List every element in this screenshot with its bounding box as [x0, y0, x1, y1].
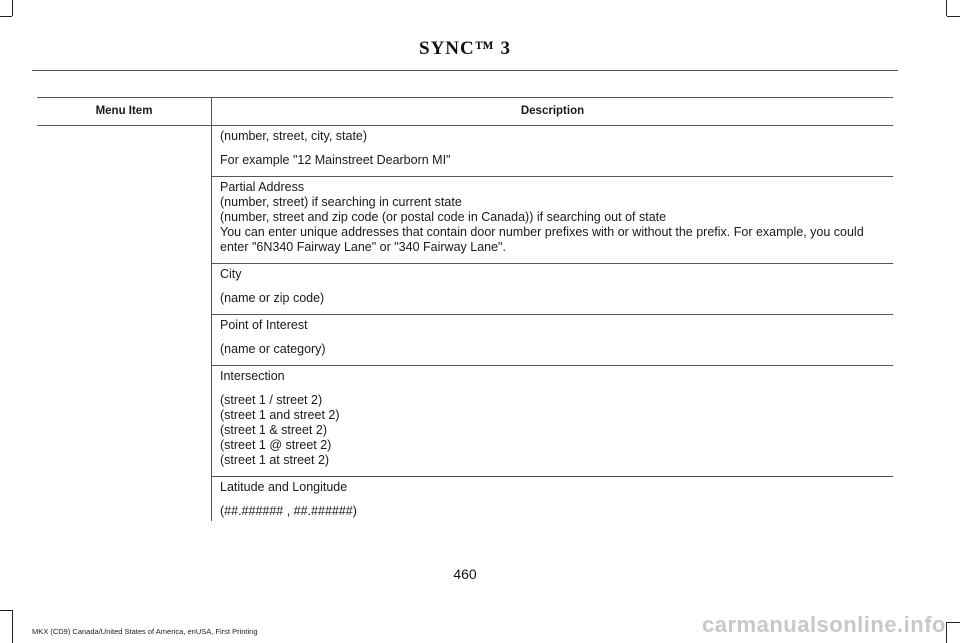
description-text: (name or category) [220, 342, 326, 356]
menu-item-cell [37, 126, 212, 522]
menu-table [37, 97, 893, 521]
crop-mark [0, 610, 12, 611]
description-text: For example "12 Mainstreet Dearborn MI" [220, 153, 451, 167]
description-text: City [220, 267, 242, 281]
description-entry [212, 264, 893, 315]
crop-mark [947, 622, 960, 623]
description-cell [212, 126, 894, 522]
description-text: Partial Address (number, street) if searching in current state (number, street and zip code (or postal code in Canada)) if searching out of state You can enter unique addresses that contain door number prefixes with or without the prefix. For example, you could enter "6N340 Fairway Lane" or "340 Fairway Lane". [220, 180, 864, 254]
description-text: Latitude and Longitude [220, 480, 348, 494]
description-text: Intersection [220, 369, 285, 383]
page-title: SYNC™ 3 [419, 38, 511, 59]
page-number: 460 [453, 566, 477, 582]
table-header-row [37, 98, 893, 126]
crop-mark [12, 0, 13, 16]
crop-mark [946, 622, 947, 643]
watermark: carmanualsonline.info [702, 612, 946, 637]
description-text: (number, street, city, state) [220, 129, 368, 143]
crop-mark [947, 16, 960, 17]
table-row [37, 126, 893, 522]
header-rule [32, 70, 898, 71]
crop-mark [946, 0, 947, 16]
edition-footer: MKX (CD9) Canada/United States of America, enUSA, First Printing [32, 627, 258, 636]
description-text: (##.###### , ##.######) [220, 504, 357, 518]
description-entry [212, 366, 893, 477]
description-text: (name or zip code) [220, 291, 325, 305]
column-header-menu-item: Menu Item [37, 98, 212, 126]
description-entry [212, 477, 893, 521]
description-entry [212, 315, 893, 366]
crop-mark [0, 16, 12, 17]
column-header-description: Description [212, 98, 894, 126]
description-entry [212, 177, 893, 264]
crop-mark [12, 610, 13, 643]
description-entry [212, 126, 893, 177]
description-text: (street 1 / street 2) (street 1 and street 2) (street 1 & street 2) (street 1 @ street 2) (street 1 at street 2) [220, 393, 340, 467]
description-text: Point of Interest [220, 318, 308, 332]
